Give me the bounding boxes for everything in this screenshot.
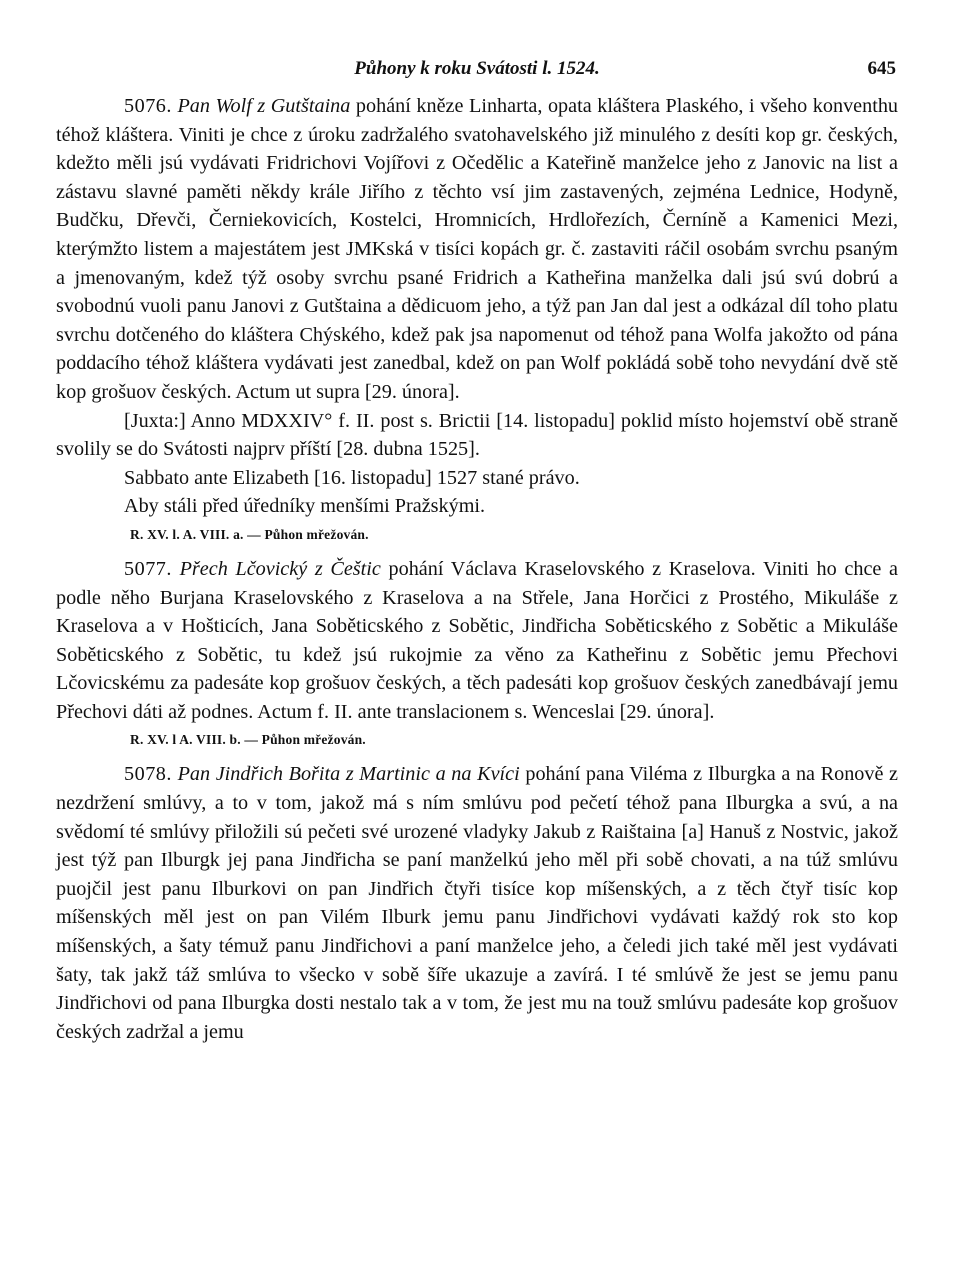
entry-body bbox=[56, 555, 898, 727]
entry-5076 bbox=[56, 92, 898, 545]
entry-note: Sabbato ante Elizabeth [16. listopadu] 1527 stané právo. bbox=[124, 466, 580, 489]
archive-signature: R. XV. l. A. VIII. a. — Půhon mřežován. bbox=[130, 526, 369, 542]
entry-text: pohání Václava Kraselovského z Kraselova. Viniti ho chce a podle něho Burjana Kraselovského z Kraselova a na Střele, Jana Horčici z Prostého, Mikuláše z Kraselova a v Hošticích, Jana Soběticského z Sobětic, Jindřicha Soběticského z Sobětic a Mikuláše Soběticského z Sobětic, tu kdež jsú rukojmie za věno za Katheřinu z Sobětic jemu Přechovi Lčovicskému za padesáte kop grošuov českých, a těch padesáti kop grošuov českých zanedbávají jemu Přechovi dáti až podnes. Actum f. II. ante translacionem s. Wenceslai [29. února]. bbox=[56, 557, 899, 723]
entry-number: 5078. bbox=[124, 763, 172, 786]
entry-number: 5076. bbox=[124, 95, 172, 117]
entry-5077 bbox=[56, 555, 898, 751]
document-page bbox=[56, 52, 898, 1046]
archive-signature: R. XV. l A. VIII. b. — Půhon mřežován. bbox=[130, 732, 366, 748]
running-header bbox=[56, 52, 898, 92]
entry-text: pohání kněze Linharta, opata kláštera Plaského, i všeho konventhu téhož kláštera. Viniti je chce z úroku zadržalého svatohavelského již minulého z desíti kop gr. českých, kdežto měli jsú vydávati Fridrichovi Vojířovi z Očedělic a Kateřině manželce jeho z Janovic na list a zástavu slavné paměti někdy krále Jiřího z těchto vsí jim zastavených, zejména Lednice, Hodyně, Budčku, Dřevči, Černiekovicích, Kostelci, Hromnicích, Hrdlořezích, Černíně a Kamenici Mezi, kterýmžto listem a majestátem jest JMKská v tisíci kopách gr. č. zastaviti ráčil osobám svrchu psaným a jmenovaným, kdež týž osoby svrchu psané Fridrich a Katheřina manželka dali jsú svú dobrú a svobodnú vuoli panu Janovi z Gutštaina a dědicuom jeho, a týž pan Jan dal jest a odkázal díl toho platu svrchu dotčeného do kláštera Chýského, kdež pak jsa napomenut od téhož pana Wolfa jakožto od pána poddacího téhož kláštera vydávati jest zanedbal, kdež on pan Wolf pokládá sobě toho nevydání dvě stě kop grošuov českých. Actum ut supra [29. února]. bbox=[56, 95, 899, 403]
entry-body bbox=[56, 92, 898, 407]
entry-plaintiff: Pan Wolf z Gutštaina bbox=[177, 95, 351, 117]
running-title: Půhony k roku Svátosti l. 1524. bbox=[354, 58, 600, 79]
entry-note: [Juxta:] Anno MDXXIV° f. II. post s. Brictii [14. listopadu] poklid místo hojemství obě straně svolily se do Svátosti najprv příští [28. dubna 1525]. bbox=[56, 409, 898, 461]
entry-text: pohání pana Viléma z Ilburgka a na Ronově z nezdržení smlúvy, a to v tom, jakož má s ním smlúvu pod pečetí téhož pana Ilburgka a svú, a na svědomí té smlúvy přiložili sú pečeti své urozené vladyky Jakub z Raištaina [a] Hanuš z Nostvic, jakož jest týž pan Ilburgk jej pana Jindřicha se paní manželkú jeho měl při sobě chovati, a na túž smlúvu puojčil jest panu Ilburkovi on pan Jindřich čtyři tisíce kop míšenských, a z těch čtyř tisíc kop míšenských měl jest on pan Vilém Ilburk jemu panu Jindřichovi vydávati každý rok sto kop míšenských, a šaty témuž panu Jindřichovi a paní manželce jeho, a čeledi jich také měl jest vydávati šaty, tak jakž táž smlúva to všecko v sobě šíře ukazuje a zavírá. I té smlúvě že jest se jemu panu Jindřichovi od pana Ilburgka dosti nestalo tak a v tom, že jest mu na touž smlúvu padesáte kop grošuov českých zadržal a jemu bbox=[56, 763, 899, 1043]
entry-body bbox=[56, 760, 898, 1046]
entry-note: Aby stáli před úředníky menšími Pražskými. bbox=[124, 495, 486, 518]
entry-5078 bbox=[56, 760, 898, 1046]
entry-number: 5077. bbox=[124, 557, 172, 580]
entry-plaintiff: Přech Lčovický z Češtic bbox=[179, 557, 381, 580]
entry-plaintiff: Pan Jindřich Bořita z Martinic a na Kvíci bbox=[177, 763, 520, 786]
page-number: 645 bbox=[867, 58, 896, 79]
